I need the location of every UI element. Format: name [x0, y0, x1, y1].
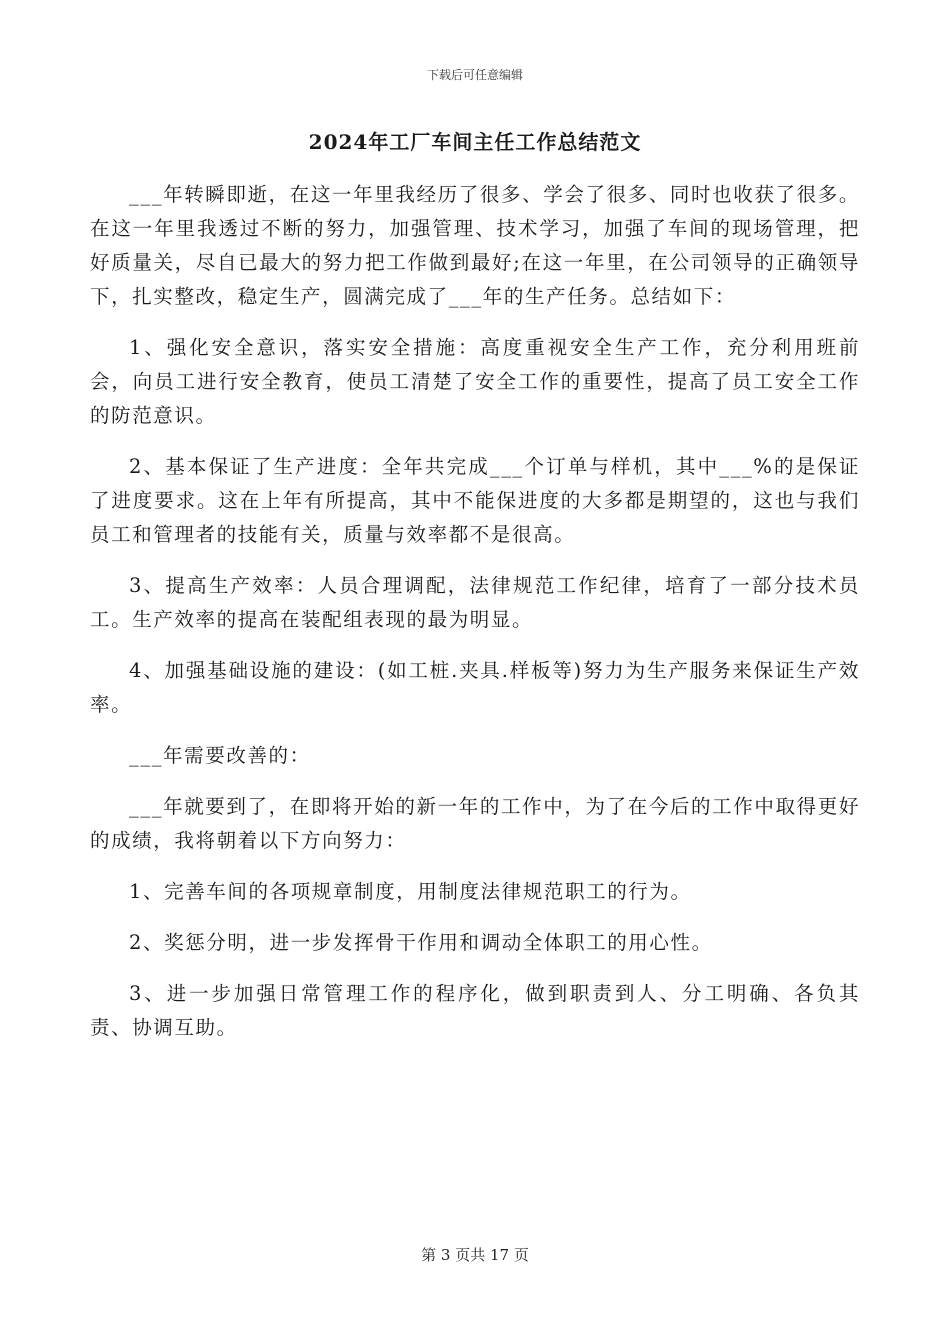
paragraph-progress: 2、基本保证了生产进度：全年共完成___个订单与样机，其中___%的是保证了进度要求。这在上年有所提高，其中不能保进度的大多都是期望的，这也与我们员工和管理者的技能有关，质量与效率都不是很高。: [90, 455, 860, 546]
paragraph-new-year: ___年就要到了，在即将开始的新一年的工作中，为了在今后的工作中取得更好的成绩，我将朝着以下方向努力：: [90, 795, 860, 852]
document-title: 2024年工厂车间主任工作总结范文: [308, 130, 642, 154]
paragraph-infrastructure: 4、加强基础设施的建设：(如工桩.夹具.样板等)努力为生产服务来保证生产效率。: [90, 659, 860, 716]
paragraph-plan-3: 3、进一步加强日常管理工作的程序化，做到职责到人、分工明确、各负其责、协调互助。: [90, 982, 860, 1039]
paragraph-efficiency: 3、提高生产效率：人员合理调配，法律规范工作纪律，培育了一部分技术员工。生产效率的提高在装配组表现的最为明显。: [90, 574, 860, 631]
paragraph-plan-2: 2、奖惩分明，进一步发挥骨干作用和调动全体职工的用心性。: [129, 931, 713, 954]
paragraph-improvement-heading: ___年需要改善的：: [129, 744, 311, 767]
paragraph-safety: 1、强化安全意识，落实安全措施：高度重视安全生产工作，充分利用班前会，向员工进行安全教育，使员工清楚了安全工作的重要性，提高了员工安全工作的防范意识。: [90, 336, 860, 427]
page-number: 第 3 页共 17 页: [421, 1246, 529, 1264]
header-note: 下载后可任意编辑: [426, 68, 523, 82]
paragraph-intro: ___年转瞬即逝，在这一年里我经历了很多、学会了很多、同时也收获了很多。在这一年里我透过不断的努力，加强管理、技术学习，加强了车间的现场管理，把好质量关，尽自已最大的努力把工作做到最好;在这一年里，在公司领导的正确领导下，扎实整改，稳定生产，圆满完成了___年的生产任务。总结如下：: [90, 183, 860, 308]
document-body: [90, 178, 860, 1062]
paragraph-plan-1: 1、完善车间的各项规章制度，用制度法律规范职工的行为。: [129, 880, 692, 903]
